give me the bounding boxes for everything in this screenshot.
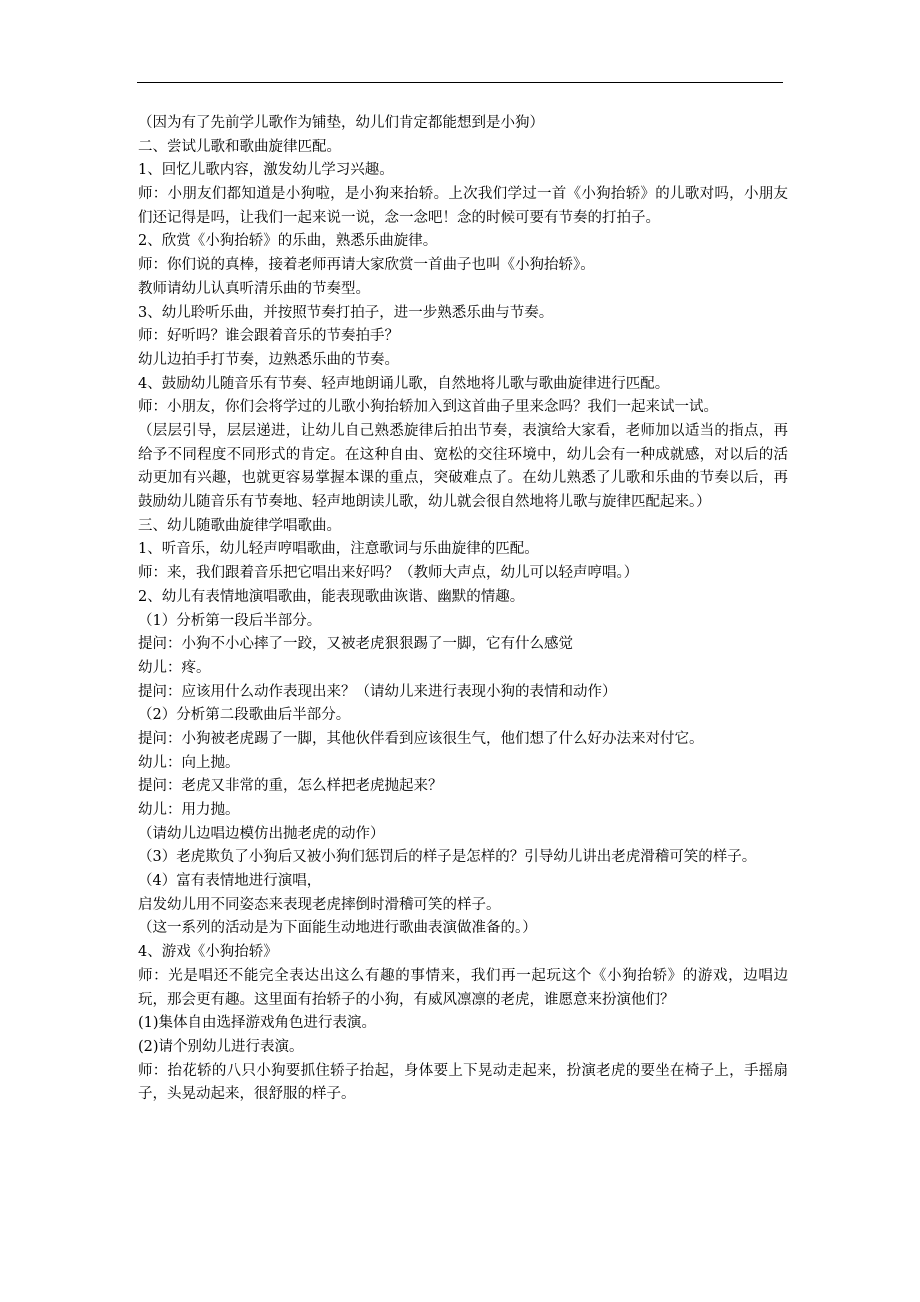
text-line: 幼儿：用力抛。	[138, 802, 240, 819]
text-line: (1)集体自由选择游戏角色进行表演。	[138, 1015, 377, 1032]
text-line: （2）分析第二段歌曲后半部分。	[138, 707, 351, 724]
text-line: 提问：小狗被老虎踢了一脚，其他伙伴看到应该很生气，他们想了什么好办法来对付它。	[138, 730, 704, 747]
text-line: 提问：小狗不小心摔了一跤，又被老虎狠狠踢了一脚，它有什么感觉	[138, 636, 573, 653]
text-line: 师：来，我们跟着音乐把它唱出来好吗？（教师大声点，幼儿可以轻声哼唱。）	[138, 565, 639, 582]
step-heading: 3、幼儿聆听乐曲，并按照节奏打拍子，进一步熟悉乐曲与节奏。	[138, 304, 554, 321]
text-paragraph: 师：光是唱还不能完全表达出这么有趣的事情来，我们再一起玩这个《小狗抬轿》的游戏，边唱边玩，那会更有趣。这里面有抬轿子的小狗，有威风凛凛的老虎，谁愿意来扮演他们？	[138, 967, 788, 1008]
text-line: 启发幼儿用不同姿态来表现老虎摔倒时滑稽可笑的样子。	[138, 896, 501, 913]
text-paragraph: 师：小朋友们都知道是小狗啦，是小狗来抬轿。上次我们学过一首《小狗抬轿》的儿歌对吗，小朋友们还记得是吗，让我们一起来说一说，念一念吧！念的时候可要有节奏的打拍子。	[138, 186, 788, 226]
header-rule	[137, 82, 783, 83]
text-line: （这一系列的活动是为下面能生动地进行歌曲表演做准备的。）	[138, 920, 537, 937]
text-paragraph: 师：抬花轿的八只小狗要抓住轿子抬起，身体要上下晃动走起来，扮演老虎的要坐在椅子上，手摇扇子，头晃动起来，很舒服的样子。	[138, 1062, 788, 1103]
text-paragraph: （层层引导，层层递进，让幼儿自己熟悉旋律后拍出节奏，表演给大家看，老师加以适当的指点，再给予不同程度不同形式的肯定。在这种自由、宽松的交往环境中，幼儿会有一种成就感，对以后的活动更加有兴趣，也就更容易掌握本课的重点，突破难点了。在幼儿熟悉了儿歌和乐曲的节奏以后，再鼓励幼儿随音乐有节奏地、轻声地朗读儿歌，幼儿就会很自然地将儿歌与旋律匹配起来。）	[138, 422, 788, 511]
text-line: （4）富有表情地进行演唱，	[138, 873, 322, 890]
text-line: 幼儿：向上抛。	[138, 754, 240, 771]
step-heading: 2、幼儿有表情地演唱歌曲，能表现歌曲诙谐、幽默的情趣。	[138, 588, 525, 605]
step-heading: 4、鼓励幼儿随音乐有节奏、轻声地朗诵儿歌，自然地将儿歌与歌曲旋律进行匹配。	[138, 375, 670, 392]
text-line: 幼儿：疼。	[138, 659, 211, 676]
text-line: (2)请个别幼儿进行表演。	[138, 1038, 304, 1055]
text-line: 师：你们说的真棒，接着老师再请大家欣赏一首曲子也叫《小狗抬轿》。	[138, 257, 595, 274]
text-line: 师：好听吗？谁会跟着音乐的节奏拍手？	[138, 328, 399, 345]
text-paragraph: （3）老虎欺负了小狗后又被小狗们惩罚后的样子是怎样的？引导幼儿讲出老虎滑稽可笑的样子。	[138, 849, 757, 866]
text-line: （请幼儿边唱边模仿出抛老虎的动作）	[138, 825, 385, 842]
text-line: 师：小朋友，你们会将学过的儿歌小狗抬轿加入到这首曲子里来念吗？我们一起来试一试。	[138, 399, 718, 416]
step-heading: 1、听音乐，幼儿轻声哼唱歌曲，注意歌词与乐曲旋律的匹配。	[138, 541, 539, 558]
text-line: 提问：应该用什么动作表现出来？（请幼儿来进行表现小狗的表情和动作）	[138, 683, 617, 700]
text-line: 教师请幼儿认真听清乐曲的节奏型。	[138, 280, 370, 297]
document-body	[138, 112, 788, 1107]
text-line: 提问：老虎又非常的重，怎么样把老虎抛起来？	[138, 778, 443, 795]
section-heading: 二、尝试儿歌和歌曲旋律匹配。	[138, 138, 341, 155]
step-heading: 1、回忆儿歌内容，激发幼儿学习兴趣。	[138, 162, 394, 179]
text-line: （因为有了先前学儿歌作为铺垫，幼儿们肯定都能想到是小狗）	[138, 115, 544, 131]
step-heading: 4、游戏《小狗抬轿》	[138, 944, 278, 961]
text-line: 幼儿边拍手打节奏，边熟悉乐曲的节奏。	[138, 351, 399, 368]
section-heading: 三、幼儿随歌曲旋律学唱歌曲。	[138, 517, 341, 534]
step-heading: 2、欣赏《小狗抬轿》的乐曲，熟悉乐曲旋律。	[138, 233, 438, 250]
text-line: （1）分析第一段后半部分。	[138, 612, 322, 629]
